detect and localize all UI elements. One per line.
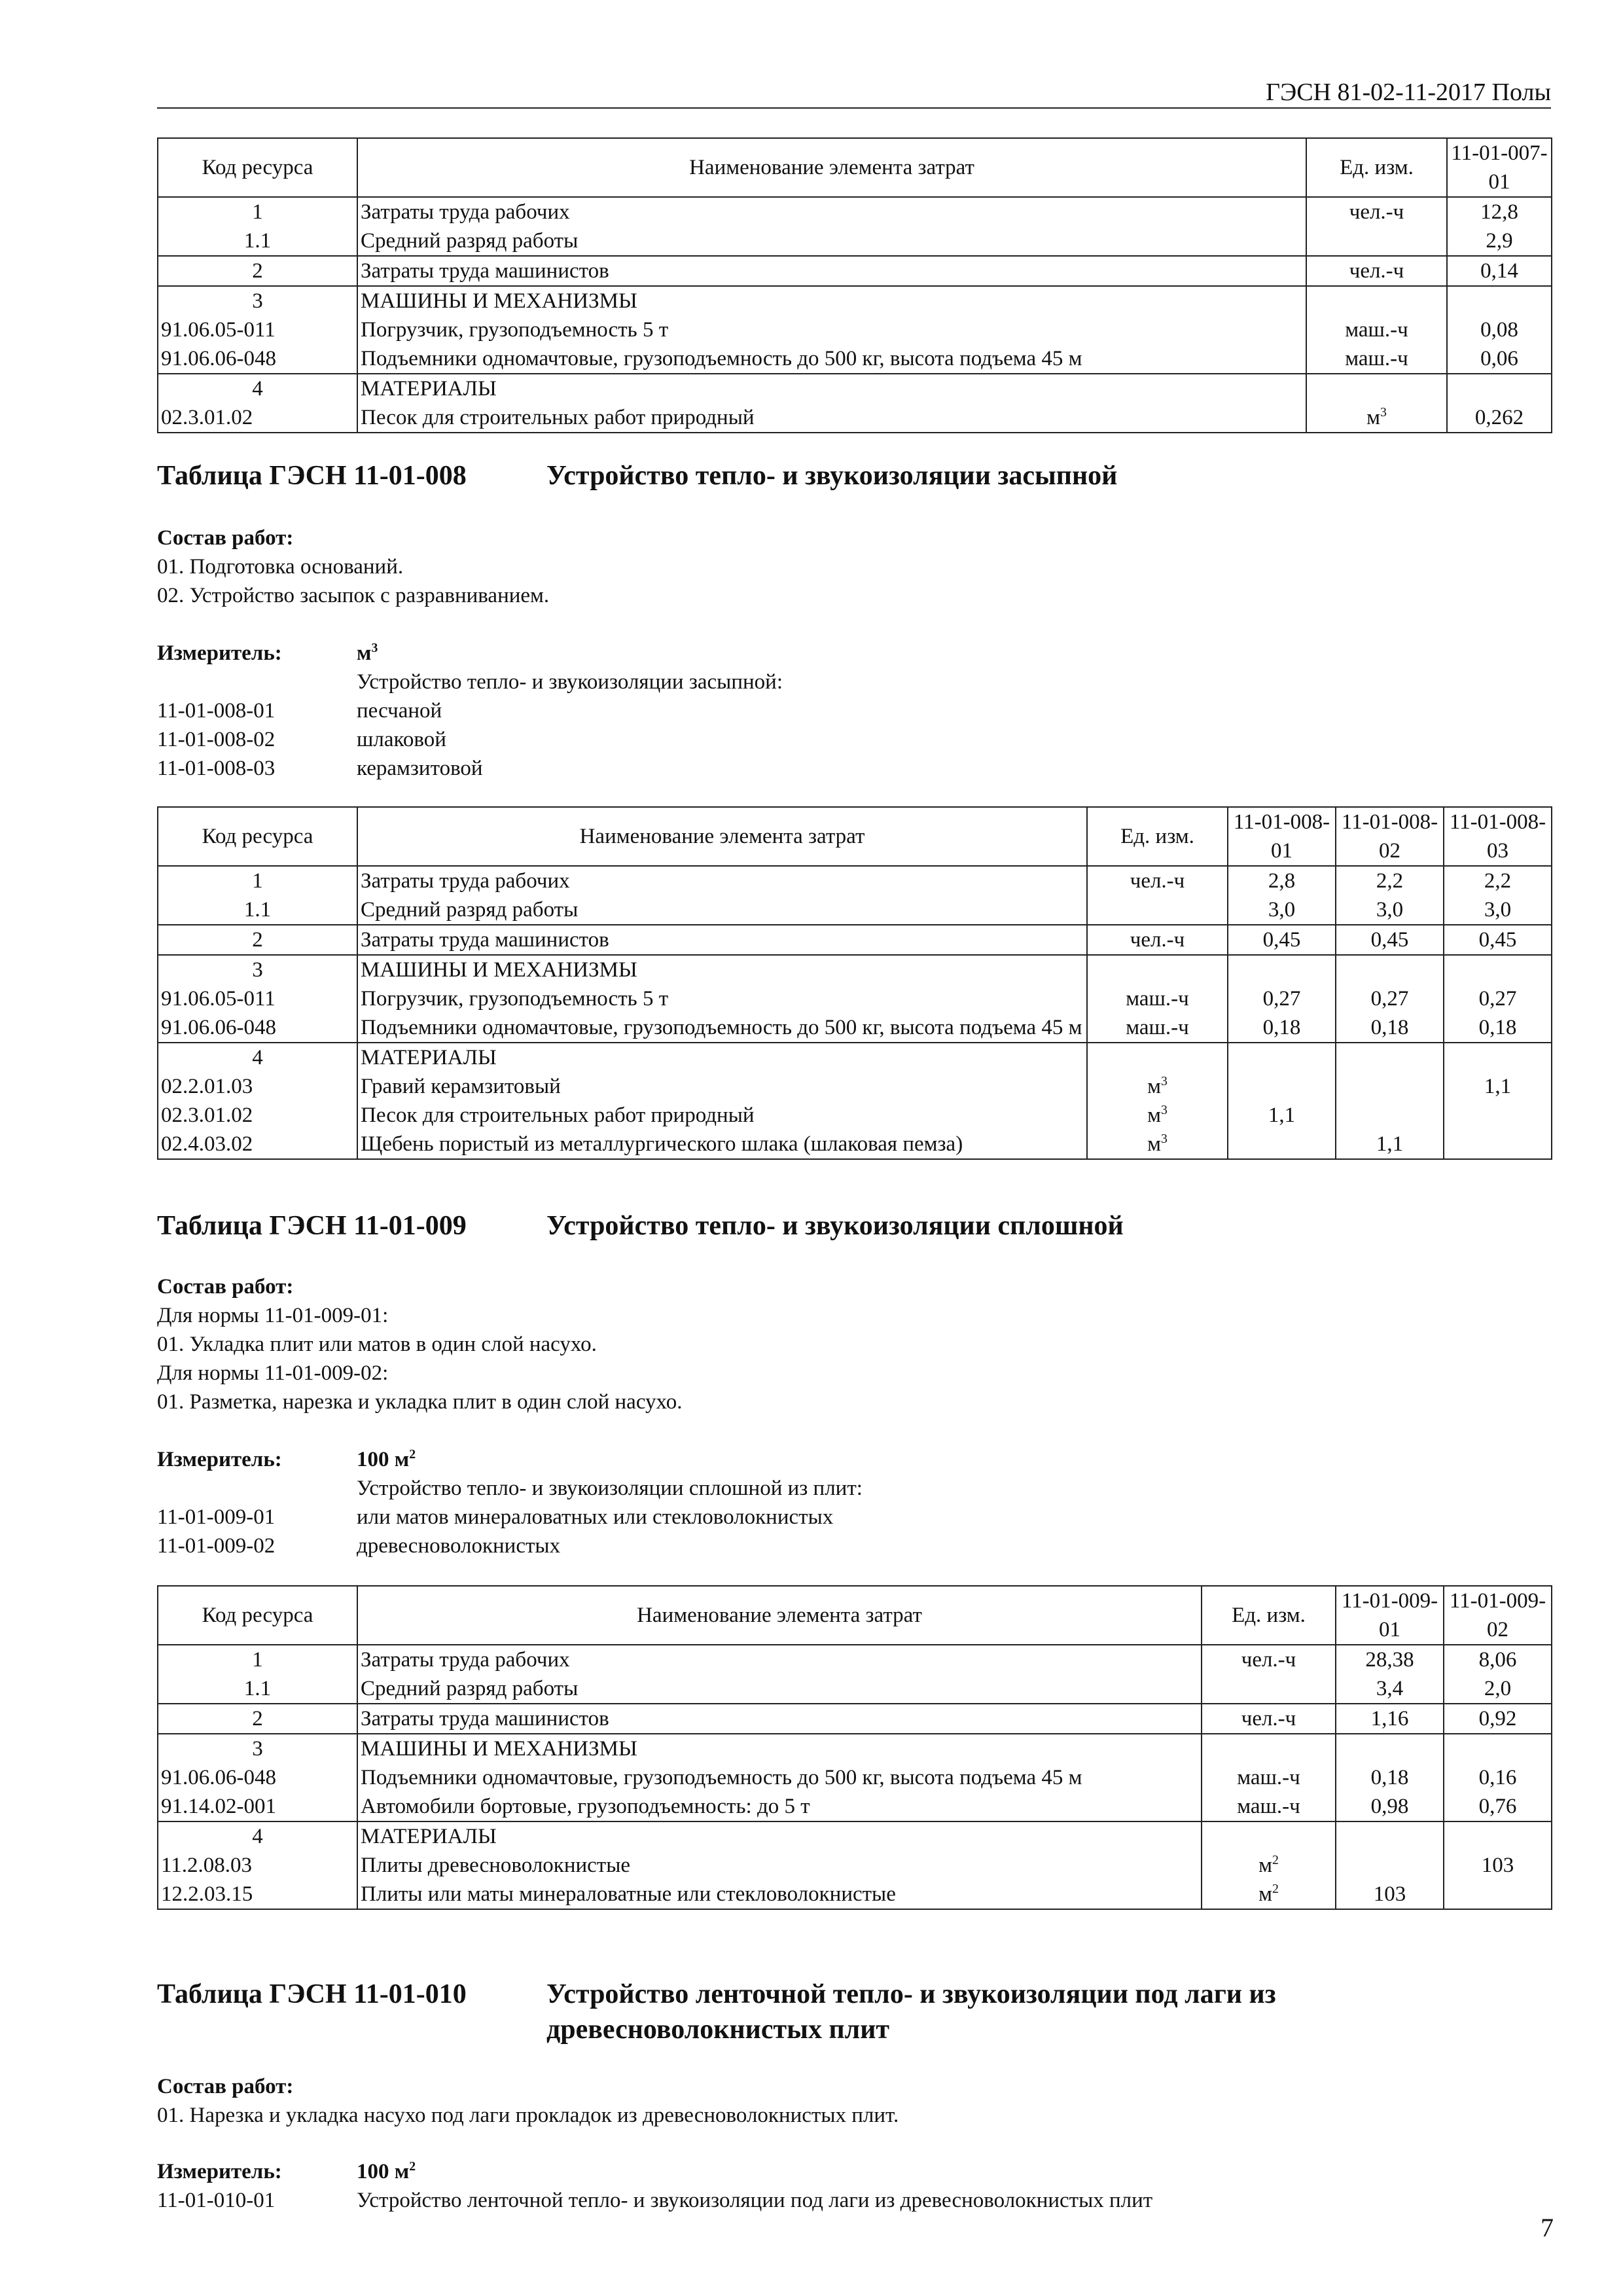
table-title: Устройство тепло- и звукоизоляции сплошной — [546, 1211, 1124, 1241]
works-label: Состав работ: — [157, 2075, 294, 2098]
norm-value — [1228, 1130, 1336, 1159]
table-row — [158, 925, 1552, 955]
header-norm: 11-01-008-02 — [1336, 807, 1444, 866]
norm-value: 2,2 — [1444, 866, 1552, 895]
norm-value — [1444, 1734, 1552, 1763]
table-row — [158, 1645, 1552, 1674]
table-row — [158, 403, 1552, 433]
resource-name: Затраты труда машинистов — [357, 925, 1087, 955]
norm-value — [1228, 955, 1336, 984]
norm-code: 11-01-008-01 — [157, 699, 276, 723]
resource-name: Средний разряд работы — [357, 895, 1087, 925]
norm-value: 3,0 — [1444, 895, 1552, 925]
norm-value: 0,262 — [1447, 403, 1552, 433]
norm-value: 0,18 — [1336, 1763, 1444, 1792]
norm-name: песчаной — [357, 699, 442, 723]
table-row — [158, 1704, 1552, 1734]
table-label: Таблица ГЭСН 11-01-008 — [157, 461, 467, 491]
measure-unit: 100 $м^2$ — [357, 2159, 416, 2183]
measure-intro: Устройство тепло- и звукоизоляции засыпной: — [357, 670, 783, 694]
resource-name: Затраты труда машинистов — [357, 1704, 1202, 1734]
norm-value: 0,98 — [1336, 1792, 1444, 1821]
norm-value — [1336, 1101, 1444, 1130]
resource-name: Затраты труда рабочих — [357, 866, 1087, 895]
norm-name: шлаковой — [357, 728, 446, 751]
norm-value: 103 — [1336, 1880, 1444, 1909]
resource-name: Средний разряд работы — [357, 1674, 1202, 1704]
norm-value: 0,92 — [1444, 1704, 1552, 1734]
norm-value: 2,0 — [1444, 1674, 1552, 1704]
resource-code: 91.06.05-011 — [158, 315, 357, 344]
resource-code: 2 — [158, 925, 357, 955]
norm-value — [1336, 955, 1444, 984]
norm-value — [1444, 955, 1552, 984]
norm-value: 0,76 — [1444, 1792, 1552, 1821]
resource-code: 2 — [158, 256, 357, 286]
work-item: Для нормы 11-01-009-01: — [157, 1304, 389, 1327]
norm-value: 0,27 — [1336, 984, 1444, 1013]
norm-value: 2,2 — [1336, 866, 1444, 895]
resource-name: Погрузчик, грузоподъемность 5 т — [357, 315, 1306, 344]
header-norm: 11-01-009-02 — [1444, 1586, 1552, 1645]
resource-unit: чел.-ч — [1202, 1645, 1336, 1674]
resource-code: 02.4.03.02 — [158, 1130, 357, 1159]
norm-code: 11-01-008-02 — [157, 728, 276, 751]
table-row — [158, 226, 1552, 256]
table-row — [158, 895, 1552, 925]
resource-name: Плиты или маты минераловатные или стекловолокнистые — [357, 1880, 1202, 1909]
resource-unit: маш.-ч — [1306, 315, 1447, 344]
resource-unit: маш.-ч — [1202, 1763, 1336, 1792]
resource-unit: чел.-ч — [1087, 925, 1228, 955]
norm-value: 1,1 — [1336, 1130, 1444, 1159]
norm-name: керамзитовой — [357, 757, 483, 780]
resource-unit — [1202, 1674, 1336, 1704]
resource-code: 91.06.05-011 — [158, 984, 357, 1013]
table-title-continued: древесноволокнистых плит — [546, 2015, 890, 2045]
resource-unit: $м^2$ — [1202, 1851, 1336, 1880]
norm-value — [1447, 374, 1552, 403]
norm-value: 0,45 — [1336, 925, 1444, 955]
work-item: 01. Подготовка оснований. — [157, 555, 404, 579]
work-item: 01. Нарезка и укладка насухо под лаги прокладок из древесноволокнистых плит. — [157, 2104, 899, 2127]
running-header — [157, 77, 1551, 109]
table-row — [158, 1821, 1552, 1851]
table-label: Таблица ГЭСН 11-01-009 — [157, 1211, 467, 1241]
resource-code: 02.3.01.02 — [158, 403, 357, 433]
norm-value — [1444, 1880, 1552, 1909]
resource-code: 1.1 — [158, 1674, 357, 1704]
norm-value — [1336, 1072, 1444, 1101]
norm-code: 11-01-010-01 — [157, 2189, 276, 2212]
norm-value: 2,8 — [1228, 866, 1336, 895]
resource-code: 4 — [158, 374, 357, 403]
resource-unit: маш.-ч — [1087, 1013, 1228, 1043]
resource-code: 91.06.06-048 — [158, 1763, 357, 1792]
resource-unit — [1306, 286, 1447, 315]
measure-unit: 100 $м^2$ — [357, 1447, 416, 1471]
resource-code: 4 — [158, 1821, 357, 1851]
table-row — [158, 1043, 1552, 1072]
resource-code: 1.1 — [158, 226, 357, 256]
header-norm: 11-01-009-01 — [1336, 1586, 1444, 1645]
work-item: 02. Устройство засыпок с разравниванием. — [157, 584, 550, 607]
resource-name: Гравий керамзитовый — [357, 1072, 1087, 1101]
norm-value: 3,0 — [1336, 895, 1444, 925]
resource-table-007 — [157, 137, 1552, 433]
table-label: Таблица ГЭСН 11-01-010 — [157, 1979, 467, 2009]
resource-name: Погрузчик, грузоподъемность 5 т — [357, 984, 1087, 1013]
header-unit: Ед. изм. — [1202, 1586, 1336, 1645]
norm-value — [1447, 286, 1552, 315]
norm-name: или матов минераловатных или стекловолокнистых — [357, 1505, 834, 1529]
norm-value: 0,27 — [1228, 984, 1336, 1013]
norm-value — [1336, 1821, 1444, 1851]
work-item: 01. Укладка плит или матов в один слой насухо. — [157, 1333, 597, 1356]
norm-name: древесноволокнистых — [357, 1534, 561, 1558]
norm-value — [1444, 1101, 1552, 1130]
resource-table-009 — [157, 1585, 1552, 1910]
table-row — [158, 1851, 1552, 1880]
resource-code: 11.2.08.03 — [158, 1851, 357, 1880]
norm-value: 0,14 — [1447, 256, 1552, 286]
resource-name: МАТЕРИАЛЫ — [357, 1821, 1202, 1851]
header-name: Наименование элемента затрат — [357, 138, 1306, 197]
norm-value — [1444, 1821, 1552, 1851]
resource-code: 1.1 — [158, 895, 357, 925]
resource-code: 1 — [158, 1645, 357, 1674]
resource-code: 91.06.06-048 — [158, 344, 357, 374]
resource-name: Щебень пористый из металлургического шлака (шлаковая пемза) — [357, 1130, 1087, 1159]
norm-value: 0,18 — [1228, 1013, 1336, 1043]
works-label: Состав работ: — [157, 526, 294, 550]
norm-value: 0,06 — [1447, 344, 1552, 374]
table-row — [158, 344, 1552, 374]
resource-unit — [1202, 1734, 1336, 1763]
table-title: Устройство тепло- и звукоизоляции засыпной — [546, 461, 1118, 491]
norm-value: 0,18 — [1444, 1013, 1552, 1043]
header-name: Наименование элемента затрат — [357, 807, 1087, 866]
measure-unit: $м^3$ — [357, 641, 378, 665]
works-label: Состав работ: — [157, 1275, 294, 1299]
table-row — [158, 286, 1552, 315]
table-row — [158, 1101, 1552, 1130]
document-title: ГЭСН 81-02-11-2017 Полы — [1266, 79, 1551, 106]
table-row — [158, 1013, 1552, 1043]
norm-value: 0,27 — [1444, 984, 1552, 1013]
work-item: 01. Разметка, нарезка и укладка плит в один слой насухо. — [157, 1390, 683, 1414]
table-row — [158, 197, 1552, 226]
norm-value — [1336, 1734, 1444, 1763]
norm-code: 11-01-008-03 — [157, 757, 276, 780]
norm-value — [1336, 1851, 1444, 1880]
norm-value: 0,45 — [1228, 925, 1336, 955]
resource-unit — [1087, 895, 1228, 925]
resource-unit — [1087, 1043, 1228, 1072]
norm-value: 12,8 — [1447, 197, 1552, 226]
table-row — [158, 1072, 1552, 1101]
resource-code: 3 — [158, 1734, 357, 1763]
table-row — [158, 955, 1552, 984]
work-item: Для нормы 11-01-009-02: — [157, 1361, 389, 1385]
norm-value: 2,9 — [1447, 226, 1552, 256]
resource-code: 2 — [158, 1704, 357, 1734]
resource-code: 91.06.06-048 — [158, 1013, 357, 1043]
resource-name: Затраты труда рабочих — [357, 1645, 1202, 1674]
header-name: Наименование элемента затрат — [357, 1586, 1202, 1645]
table-row — [158, 866, 1552, 895]
resource-name: МАТЕРИАЛЫ — [357, 374, 1306, 403]
resource-code: 1 — [158, 197, 357, 226]
table-row — [158, 1734, 1552, 1763]
resource-name: Автомобили бортовые, грузоподъемность: до 5 т — [357, 1792, 1202, 1821]
header-code: Код ресурса — [158, 138, 357, 197]
page-number: 7 — [1541, 2213, 1554, 2242]
resource-code: 3 — [158, 955, 357, 984]
norm-value: 0,18 — [1336, 1013, 1444, 1043]
resource-name: Подъемники одномачтовые, грузоподъемность до 500 кг, высота подъема 45 м — [357, 1763, 1202, 1792]
norm-name: Устройство ленточной тепло- и звукоизоляции под лаги из древесноволокнистых плит — [357, 2189, 1153, 2212]
norm-value: 8,06 — [1444, 1645, 1552, 1674]
norm-value: 0,16 — [1444, 1763, 1552, 1792]
table-title: Устройство ленточной тепло- и звукоизоляции под лаги из — [546, 1979, 1276, 2009]
resource-unit: чел.-ч — [1306, 197, 1447, 226]
table-row — [158, 1130, 1552, 1159]
measure-label: Измеритель: — [157, 641, 282, 665]
norm-value: 1,1 — [1444, 1072, 1552, 1101]
resource-table-008 — [157, 806, 1552, 1160]
resource-unit: $м^3$ — [1087, 1130, 1228, 1159]
resource-code: 91.14.02-001 — [158, 1792, 357, 1821]
resource-name: МАШИНЫ И МЕХАНИЗМЫ — [357, 286, 1306, 315]
norm-value — [1336, 1043, 1444, 1072]
header-norm: 11-01-007-01 — [1447, 138, 1552, 197]
header-norm: 11-01-008-03 — [1444, 807, 1552, 866]
header-unit: Ед. изм. — [1306, 138, 1447, 197]
resource-name: МАШИНЫ И МЕХАНИЗМЫ — [357, 955, 1087, 984]
resource-name: Затраты труда машинистов — [357, 256, 1306, 286]
table-row — [158, 1880, 1552, 1909]
resource-unit: $м^3$ — [1087, 1101, 1228, 1130]
norm-value — [1228, 1072, 1336, 1101]
header-code: Код ресурса — [158, 1586, 357, 1645]
measure-label: Измеритель: — [157, 1448, 282, 1471]
norm-value: 3,0 — [1228, 895, 1336, 925]
table-row — [158, 315, 1552, 344]
norm-value: 103 — [1444, 1851, 1552, 1880]
header-code: Код ресурса — [158, 807, 357, 866]
norm-value — [1444, 1043, 1552, 1072]
resource-unit: $м^3$ — [1306, 403, 1447, 433]
resource-name: Песок для строительных работ природный — [357, 403, 1306, 433]
resource-code: 3 — [158, 286, 357, 315]
resource-code: 4 — [158, 1043, 357, 1072]
resource-code: 12.2.03.15 — [158, 1880, 357, 1909]
resource-unit: $м^3$ — [1087, 1072, 1228, 1101]
table-row — [158, 374, 1552, 403]
resource-unit: чел.-ч — [1306, 256, 1447, 286]
resource-code: 1 — [158, 866, 357, 895]
resource-unit — [1202, 1821, 1336, 1851]
table-row — [158, 1674, 1552, 1704]
table-row — [158, 1763, 1552, 1792]
resource-unit: маш.-ч — [1306, 344, 1447, 374]
resource-name: Подъемники одномачтовые, грузоподъемность до 500 кг, высота подъема 45 м — [357, 344, 1306, 374]
norm-value: 1,1 — [1228, 1101, 1336, 1130]
resource-unit: маш.-ч — [1087, 984, 1228, 1013]
resource-code: 02.2.01.03 — [158, 1072, 357, 1101]
measure-label: Измеритель: — [157, 2160, 282, 2183]
norm-value: 0,08 — [1447, 315, 1552, 344]
resource-unit: $м^2$ — [1202, 1880, 1336, 1909]
resource-unit — [1306, 226, 1447, 256]
resource-name: МАТЕРИАЛЫ — [357, 1043, 1087, 1072]
norm-value — [1444, 1130, 1552, 1159]
norm-value: 1,16 — [1336, 1704, 1444, 1734]
header-norm: 11-01-008-01 — [1228, 807, 1336, 866]
table-row — [158, 1792, 1552, 1821]
norm-value: 0,45 — [1444, 925, 1552, 955]
resource-code: 02.3.01.02 — [158, 1101, 357, 1130]
resource-name: Подъемники одномачтовые, грузоподъемность до 500 кг, высота подъема 45 м — [357, 1013, 1087, 1043]
resource-unit — [1087, 955, 1228, 984]
resource-unit: чел.-ч — [1202, 1704, 1336, 1734]
measure-intro: Устройство тепло- и звукоизоляции сплошной из плит: — [357, 1477, 863, 1500]
resource-name: Затраты труда рабочих — [357, 197, 1306, 226]
norm-value: 3,4 — [1336, 1674, 1444, 1704]
resource-name: МАШИНЫ И МЕХАНИЗМЫ — [357, 1734, 1202, 1763]
table-row — [158, 984, 1552, 1013]
resource-unit: маш.-ч — [1202, 1792, 1336, 1821]
norm-value: 28,38 — [1336, 1645, 1444, 1674]
resource-unit: чел.-ч — [1087, 866, 1228, 895]
norm-code: 11-01-009-01 — [157, 1505, 276, 1529]
resource-name: Песок для строительных работ природный — [357, 1101, 1087, 1130]
header-unit: Ед. изм. — [1087, 807, 1228, 866]
norm-code: 11-01-009-02 — [157, 1534, 276, 1558]
table-row — [158, 256, 1552, 286]
resource-unit — [1306, 374, 1447, 403]
resource-name: Плиты древесноволокнистые — [357, 1851, 1202, 1880]
resource-name: Средний разряд работы — [357, 226, 1306, 256]
norm-value — [1228, 1043, 1336, 1072]
